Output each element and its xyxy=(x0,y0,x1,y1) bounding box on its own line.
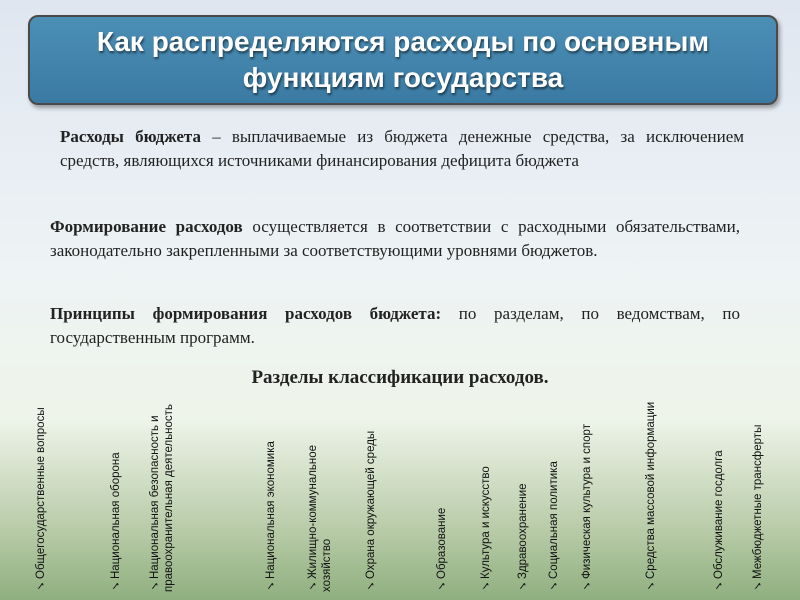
section-item: ✓Средства массовой информации xyxy=(645,401,657,592)
section-item: ✓Здравоохранение xyxy=(517,483,529,592)
checkmark-icon: ✓ xyxy=(307,579,319,592)
checkmark-icon: ✓ xyxy=(35,579,47,592)
sections-heading: Разделы классификации расходов. xyxy=(251,367,549,388)
section-item: ✓Межбюджетные трансферты xyxy=(752,424,764,592)
expense-principles-paragraph xyxy=(50,302,740,350)
section-item: ✓Жилищно-коммунальное хозяйство xyxy=(307,444,333,592)
budget-expenses-definition xyxy=(60,125,744,173)
checkmark-icon: ✓ xyxy=(713,579,725,592)
section-item: ✓Обслуживание госдолга xyxy=(713,450,725,592)
section-item: ✓Национальная экономика xyxy=(265,441,277,592)
checkmark-icon: ✓ xyxy=(581,579,593,592)
title-banner xyxy=(28,15,778,105)
checkmark-icon: ✓ xyxy=(365,579,377,592)
expense-formation-paragraph xyxy=(50,215,740,263)
slide-title: Как распределяются расходы по основным функциям государства xyxy=(96,26,710,93)
section-item: ✓Физическая культура и спорт xyxy=(581,424,593,592)
section-item: ✓Национальная оборона xyxy=(110,452,122,592)
term-expense-formation: Формирование расходов xyxy=(50,217,243,236)
checkmark-icon: ✓ xyxy=(265,579,277,592)
section-item: ✓Национальная безопасность и правоохранительная деятельность xyxy=(149,404,175,592)
section-item: ✓Культура и искусство xyxy=(480,466,492,592)
checkmark-icon: ✓ xyxy=(110,579,122,592)
checkmark-icon: ✓ xyxy=(436,579,448,592)
term-principles: Принципы формирования расходов бюджета: xyxy=(50,304,442,323)
checkmark-icon: ✓ xyxy=(548,579,560,592)
definition-text: – выплачиваемые из бюджета денежные средства, за исключением средств, являющихся источниками финансирования дефицита бюджета xyxy=(60,127,744,170)
section-item: ✓Образование xyxy=(436,507,448,592)
checkmark-icon: ✓ xyxy=(480,579,492,592)
formation-text: осуществляется в соответствии с расходными обязательствами, законодательно закрепленными за соответствующими уровнями бюджетов. xyxy=(50,217,740,260)
section-item: ✓Общегосударственные вопросы xyxy=(35,407,47,592)
section-item: ✓Социальная политика xyxy=(548,461,560,592)
term-budget-expenses: Расходы бюджета xyxy=(60,127,201,146)
checkmark-icon: ✓ xyxy=(149,579,161,592)
checkmark-icon: ✓ xyxy=(517,579,529,592)
principles-text: по разделам, по ведомствам, по государственным программ. xyxy=(50,304,740,347)
checkmark-icon: ✓ xyxy=(645,579,657,592)
section-item: ✓Охрана окружающей среды xyxy=(365,430,377,592)
checkmark-icon: ✓ xyxy=(752,579,764,592)
